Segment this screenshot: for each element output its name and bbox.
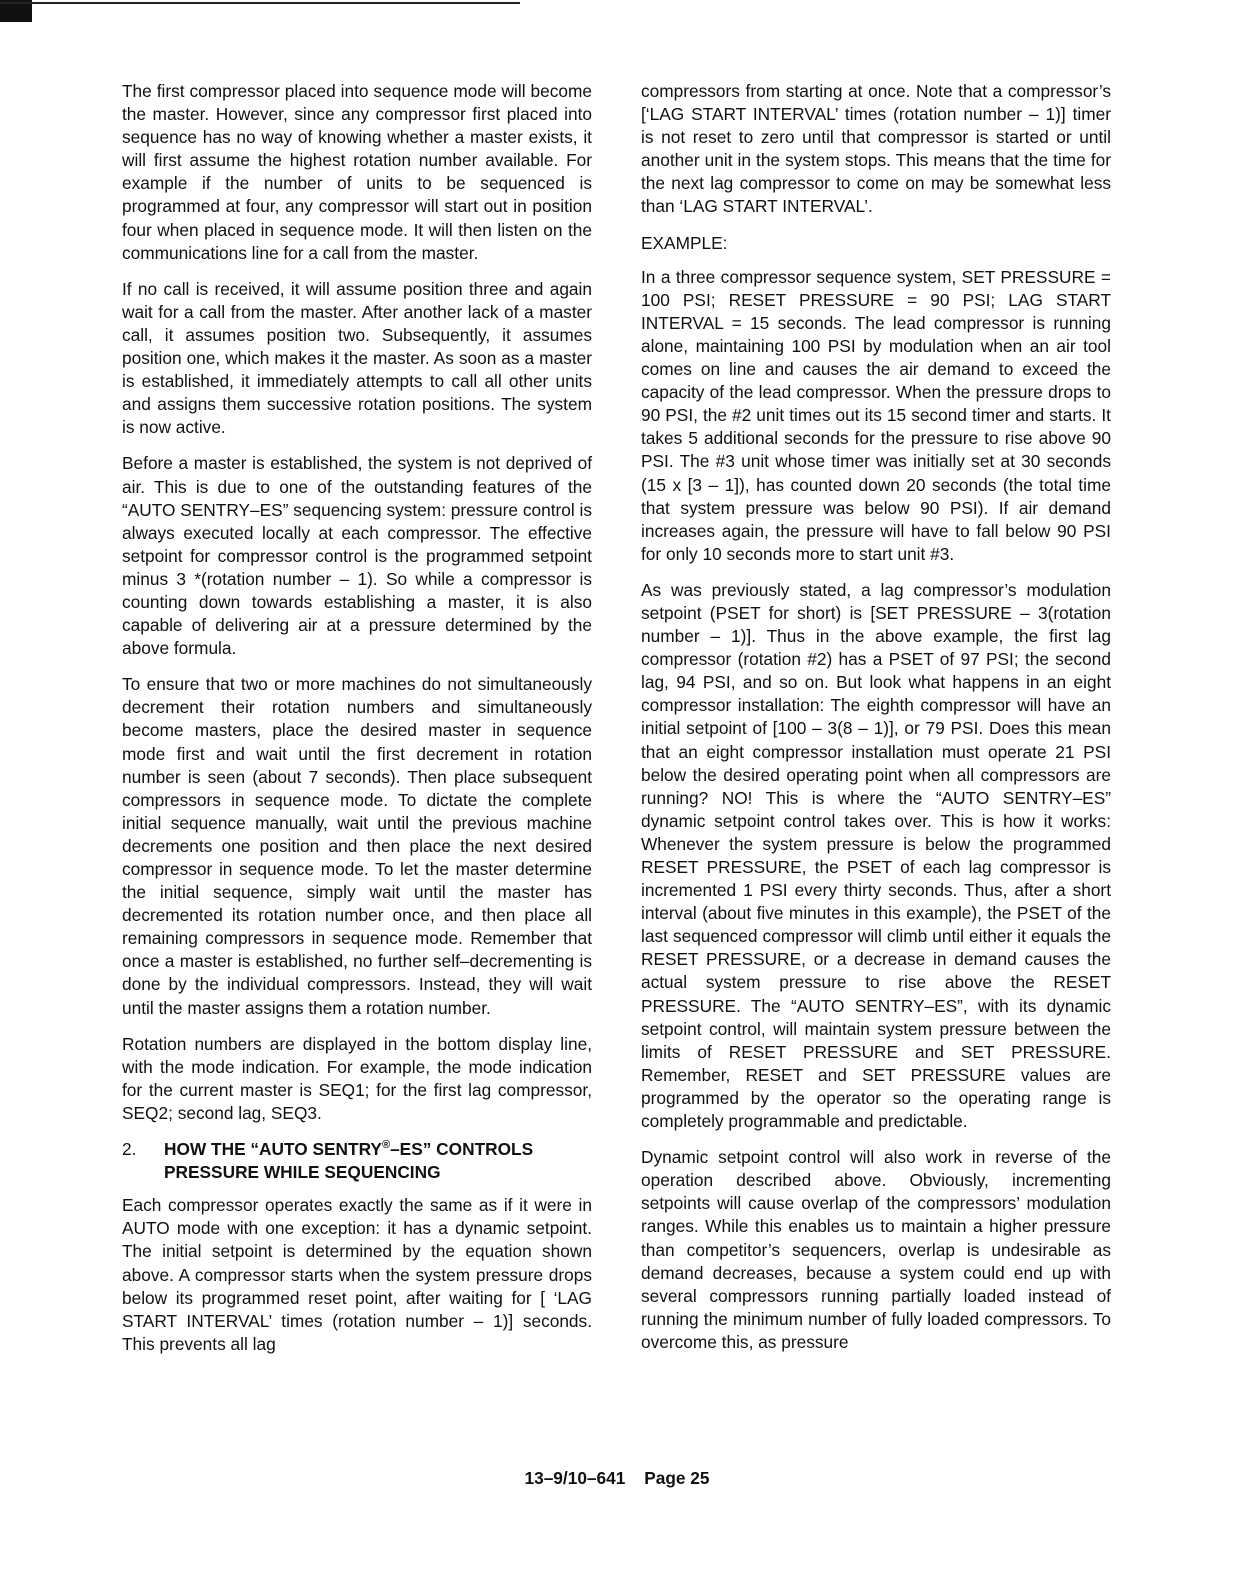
paragraph-lag-start-continuation: compressors from starting at once. Note that a compressor’s [‘LAG START INTERVAL’ times (rotation number – 1)] timer is not reset to zero until that compressor is started or until another unit in the system stops. This means that the time for the next lag compressor to come on may be somewhat less than ‘LAG START INTERVAL’. — [641, 81, 1111, 217]
page-number: Page 25 — [644, 1468, 710, 1488]
paragraph-dynamic-setpoint: Each compressor operates exactly the same as if it were in AUTO mode with one exception: it has a dynamic setpoint. The initial setpoint is determined by the equation shown above. A compressor starts when the system pressure drops below its programmed reset point, after waiting for [ ‘LAG START INTERVAL’ times (rotation number – 1)] seconds. This prevents all lag — [122, 1195, 592, 1354]
paragraph-position-countdown: If no call is received, it will assume position three and again wait for a call from the master. After another lack of a master call, it assumes position two. Subsequently, it assumes position one, which makes it the master. As soon as a master is established, it immediately attempts to call all other units and assigns them successive rotation positions. The system is now active. — [122, 278, 592, 438]
document-number: 13–9/10–641 — [524, 1468, 626, 1488]
paragraph-simultaneous-masters: To ensure that two or more machines do not simultaneously decrement their rotation numbers and simultaneously become masters, place the desired master in sequence mode first and wait until the first decrement in rotation number is seen (about 7 seconds). Then place subsequent compressors in sequence mode. To dictate the complete initial sequence manually, wait until the previous machine decrements one position and then place the next desired compressor in sequence mode. To let the master determine the initial sequence, simply wait until the master has decremented its rotation number once, and then place all remaining compressors in sequence mode. Remember that once a master is established, no further self–decrementing is done by the individual compressors. Instead, they will wait until the master assigns them a rotation number. — [122, 674, 592, 1018]
right-column — [641, 80, 1111, 1367]
section-number: 2. — [122, 1139, 137, 1160]
paragraph-master-selection: The first compressor placed into sequence mode will become the master. However, since any compressor first placed into sequence has no way of knowing whether a master exists, it will first assume the highest rotation number available. For example if the number of units to be sequenced is programmed at four, any compressor will start out in position four when placed in sequence mode. It will then listen on the communications line for a call from the master. — [122, 81, 592, 263]
paragraph-rotation-display: Rotation numbers are displayed in the bottom display line, with the mode indication. For example, the mode indication for the current master is SEQ1; for the first lag compressor, SEQ2; second lag, SEQ3. — [122, 1033, 592, 1123]
section-heading — [122, 1138, 592, 1184]
paragraph-reverse-operation: Dynamic setpoint control will also work in reverse of the operation described above. Obviously, incrementing setpoints will cause overlap of the compressors’ modulation ranges. While this enables us to maintain a higher pressure than competitor’s sequencers, overlap is undesirable as demand decreases, because a system could end up with several compressors running partially loaded instead of running the minimum number of fully loaded compressors. To overcome this, as pressure — [641, 1147, 1111, 1352]
page-footer — [0, 1468, 1234, 1489]
registered-mark: ® — [381, 1139, 391, 1152]
section-title: HOW THE “AUTO SENTRY®–ES” CONTROLS PRESSURE WHILE SEQUENCING — [164, 1139, 534, 1183]
paragraph-pset-explanation: As was previously stated, a lag compressor’s modulation setpoint (PSET for short) is [SET PRESSURE – 3(rotation number – 1)]. Thus in the above example, the first lag compressor (rotation #2) has a PSET of 97 PSI; the second lag, 94 PSI, and so on. But look what happens in an eight compressor installation: The eighth compressor will have an initial setpoint of [100 – 3(8 – 1)], or 79 PSI. Does this mean that an eight compressor installation must operate 21 PSI below the desired operating point when all compressors are running? NO! This is where the “AUTO SENTRY–ES” dynamic setpoint control takes over. This is how it works: Whenever the system pressure is below the programmed RESET PRESSURE, the PSET of each lag compressor is incremented 1 PSI every thirty seconds. Thus, after a short interval (about five minutes in this example), the PSET of the last sequenced compressor will climb until either it equals the RESET PRESSURE, or a decrease in demand causes the actual system pressure to rise above the RESET PRESSURE. The “AUTO SENTRY–ES”, with its dynamic setpoint control, will maintain system pressure between the limits of RESET PRESSURE and SET PRESSURE. Remember, RESET and SET PRESSURE values are programmed by the operator so the operating range is completely programmable and predictable. — [641, 579, 1111, 1132]
paragraph-three-compressor-example: In a three compressor sequence system, SET PRESSURE = 100 PSI; RESET PRESSURE = 90 PSI; LAG START INTERVAL = 15 seconds. The lead compressor is running alone, maintaining 100 PSI by modulation when an air tool comes on line and causes the air demand to exceed the capacity of the lead compressor. When the pressure drops to 90 PSI, the #2 unit times out its 15 second timer and starts. It takes 5 additional seconds for the pressure to rise above 90 PSI. The #3 unit whose timer was initially set at 30 seconds (15 x [3 – 1]), has counted down 20 seconds (the total time that system pressure was below 90 PSI). If air demand increases again, the pressure will have to fall below 90 PSI for only 10 seconds more to start unit #3. — [641, 266, 1111, 564]
example-label: EXAMPLE: — [641, 232, 728, 253]
left-column — [122, 80, 592, 1369]
top-rule — [0, 2, 520, 4]
paragraph-local-pressure-control: Before a master is established, the system is not deprived of air. This is due to one of the outstanding features of the “AUTO SENTRY–ES” sequencing system: pressure control is always executed locally at each compressor. The effective setpoint for compressor control is the programmed setpoint minus 3 *(rotation number – 1). So while a compressor is counting down towards establishing a master, it is also capable of delivering air at a pressure determined by the above formula. — [122, 453, 592, 659]
